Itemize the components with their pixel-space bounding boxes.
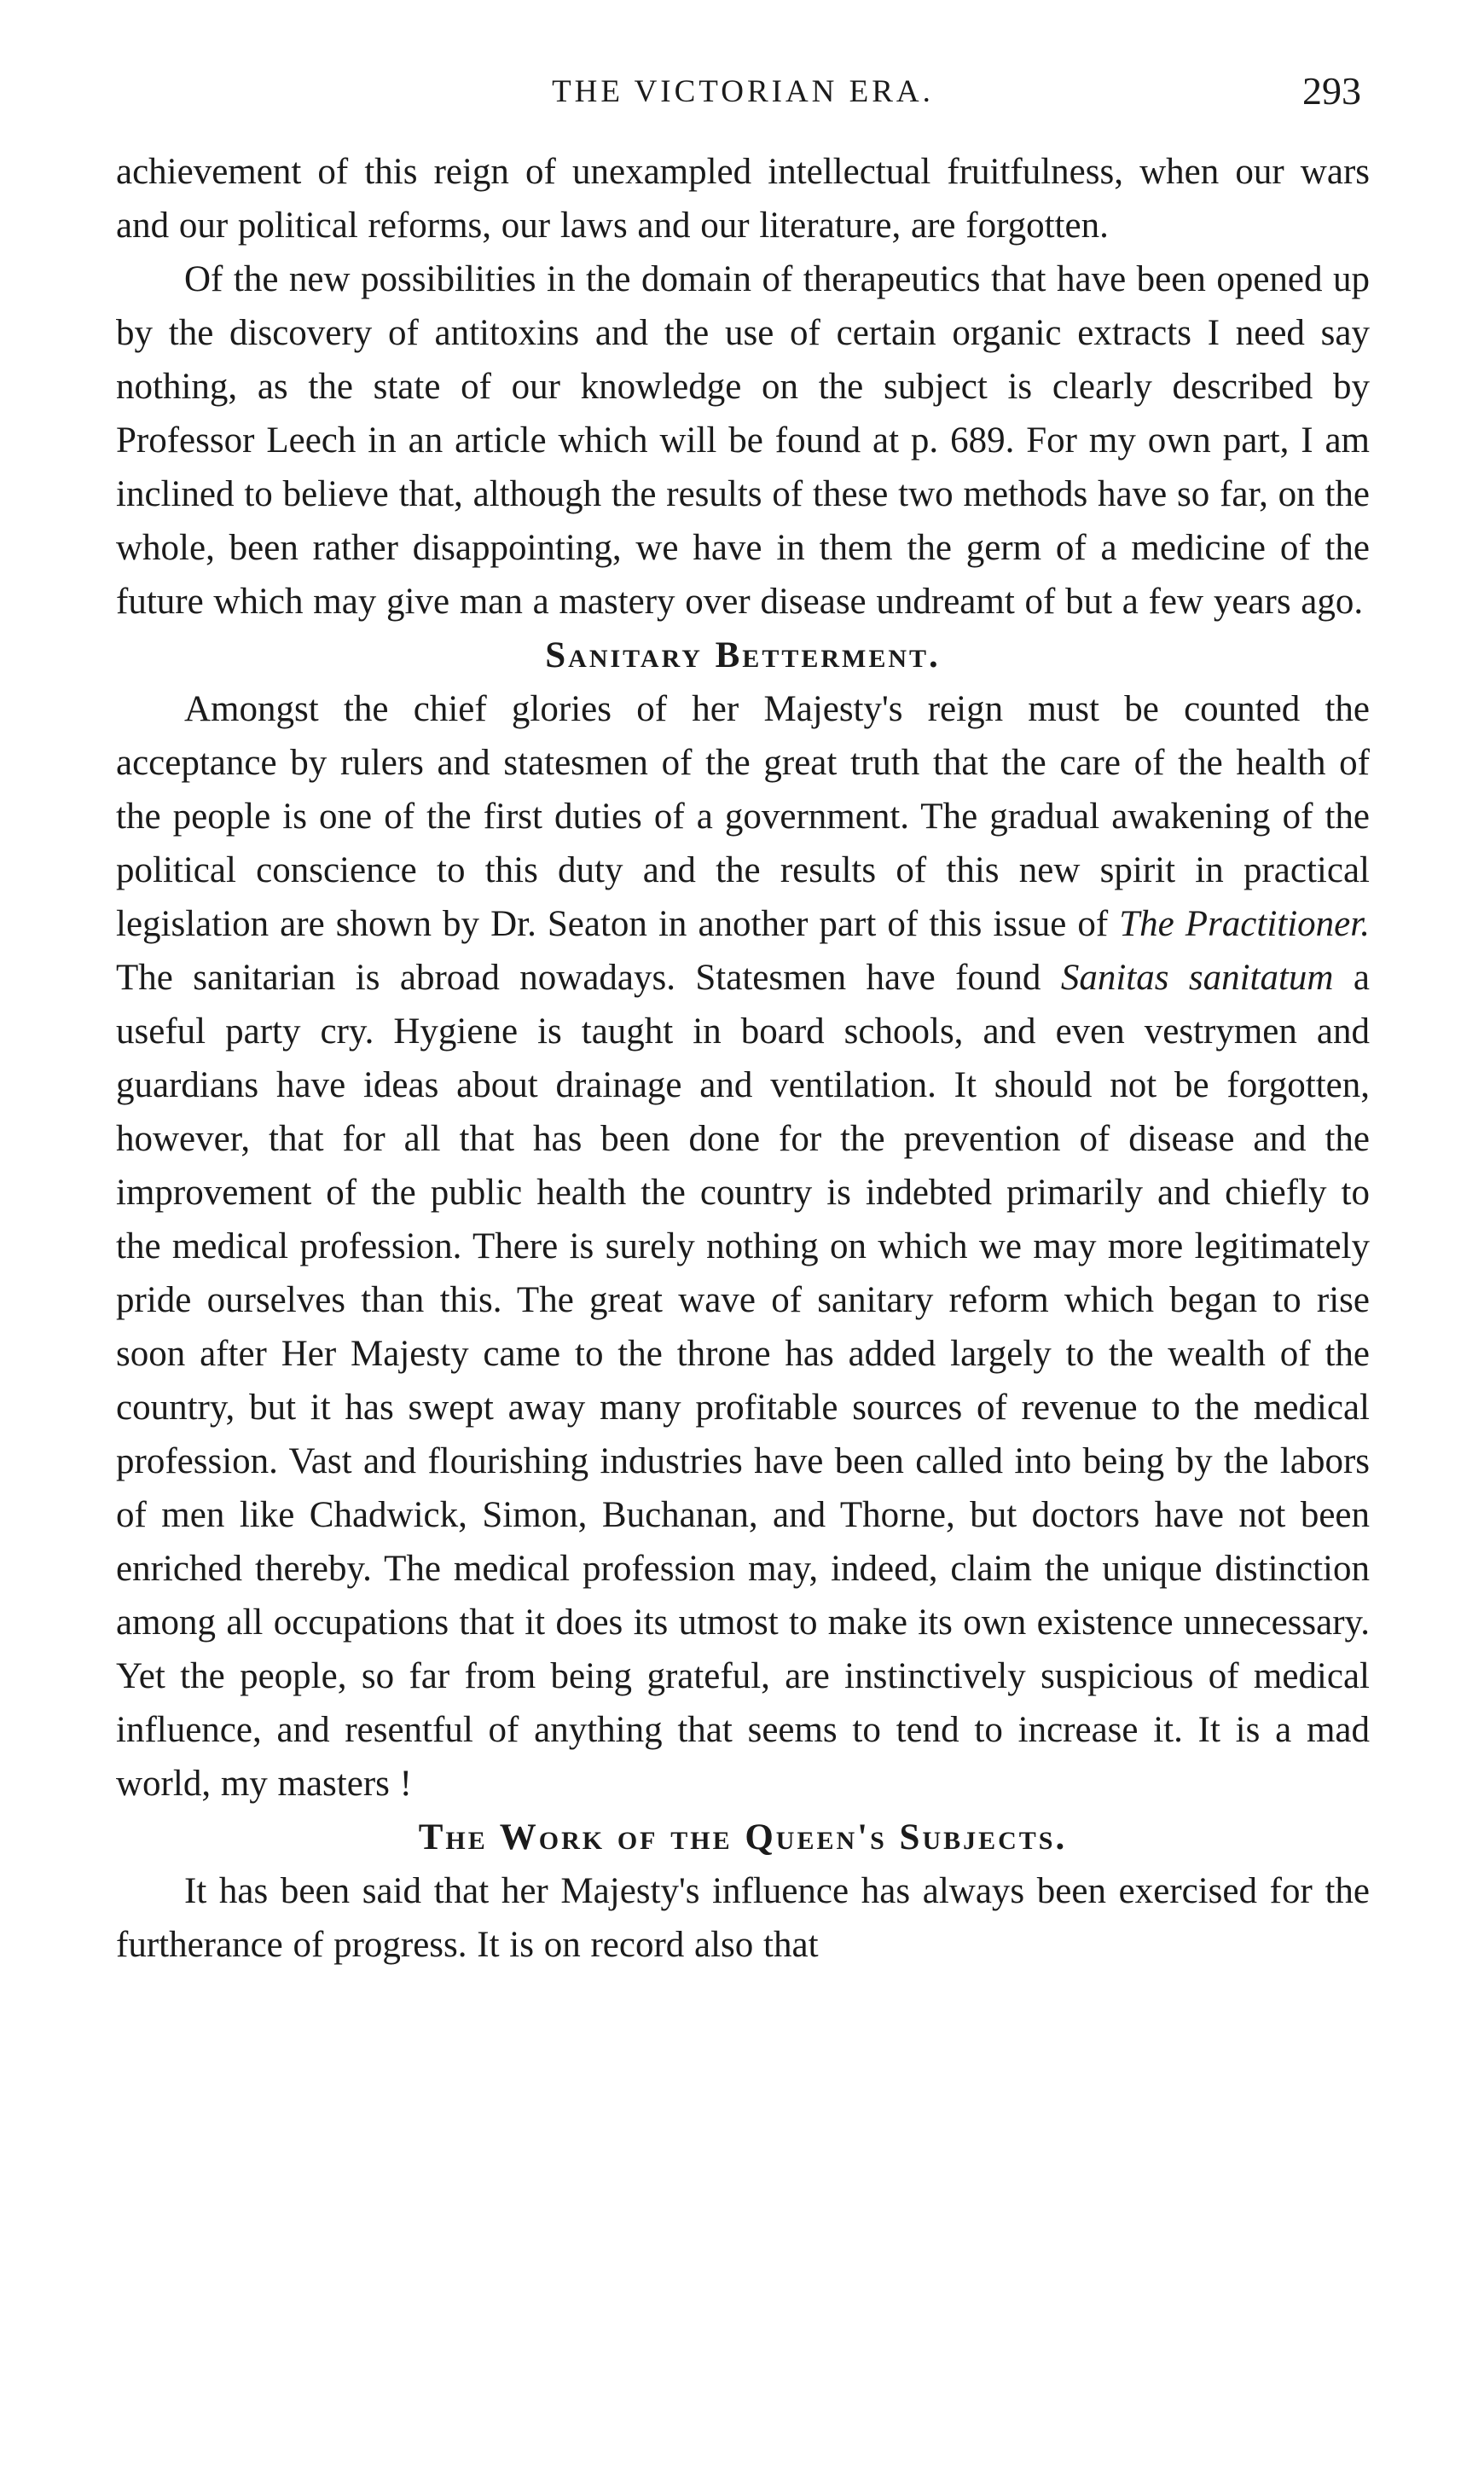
paragraph-sanitary-text-3: a useful party cry. Hygiene is taught in board schools, and even vestrymen and guardians have ideas about drainage and ventilation. It should not be forgotten, however, that for all that has been done for the prevention of disease and the improvement of the public health the country is indebted primarily and chiefly to the medical profession. There is surely nothing on which we may more legitimately pride ourselves than this. The great wave of sanitary reform which began to rise soon after Her Majesty came to the throne has added largely to the wealth of the country, but it has swept away many profitable sources of revenue to the medical profession. Vast and flourishing industries have been called into being by the labors of men like Chadwick, Simon, Buchanan, and Thorne, but doctors have not been enriched thereby. The medical profession may, indeed, claim the unique distinction among all occupations that it does its utmost to make its own existence unnecessary. Yet the people, so far from being grateful, are instinctively suspicious of medical influence, and resentful of anything that seems to tend to increase it. It is a mad world, my masters ! (116, 958, 1370, 1804)
section-heading-sanitary-betterment: Sanitary Betterment. (545, 635, 941, 675)
running-head (116, 60, 1370, 145)
paragraph-sanitary-text-2: The sanitarian is abroad nowadays. Statesmen have found (116, 958, 1061, 998)
body-text (116, 145, 1370, 1972)
page-number: 293 (1302, 69, 1361, 113)
running-title: THE VICTORIAN ERA. (552, 74, 934, 109)
paragraph-progress: It has been said that her Majesty's influence has always been exercised for the furtherance of progress. It is on record also that (116, 1871, 1370, 1965)
section-heading-queens-subjects: The Work of the Queen's Subjects. (418, 1817, 1068, 1857)
paragraph-therapeutics: Of the new possibilities in the domain of therapeutics that have been opened up by the discovery of antitoxins and the use of certain organic extracts I need say nothing, as the state of our knowledge on the subject is clearly described by Professor Leech in an article which will be found at p. 689. For my own part, I am inclined to believe that, although the results of these two methods have so far, on the whole, been rather disappointing, we have in them the germ of a medicine of the future which may give man a mastery over disease undreamt of but a few years ago. (116, 259, 1370, 622)
journal-title: The Practitioner. (1119, 904, 1370, 944)
paragraph-continued: achievement of this reign of unexampled intellectual fruitfulness, when our wars and our political reforms, our laws and our literature, are forgotten. (116, 152, 1370, 246)
latin-phrase: Sanitas sanitatum (1060, 958, 1334, 998)
book-page (116, 60, 1370, 1972)
paragraph-sanitary (116, 682, 1370, 1811)
paragraph-sanitary-text-1: Amongst the chief glories of her Majesty's reign must be counted the acceptance by rulers and statesmen of the great truth that the care of the health of the people is one of the first duties of a government. The gradual awakening of the political conscience to this duty and the results of this new spirit in practical legislation are shown by Dr. Seaton in another part of this issue of (116, 689, 1370, 944)
